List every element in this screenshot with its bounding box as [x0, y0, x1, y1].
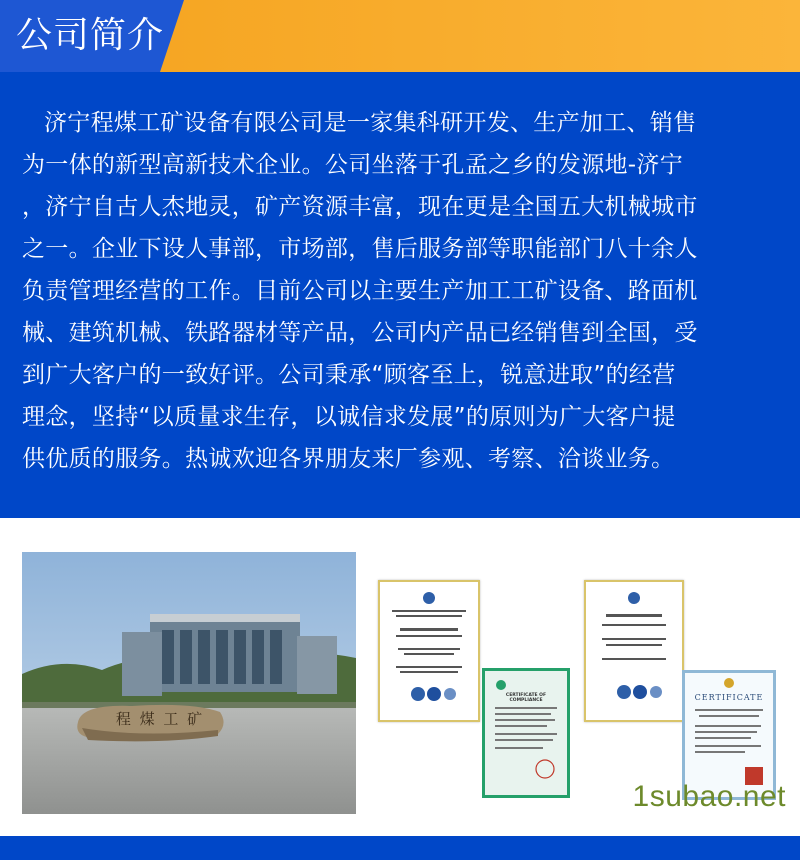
- compliance-certificate-content: [485, 671, 567, 795]
- watermark-text: 1subao.net: [632, 780, 786, 813]
- intro-line: 之一。企业下设人事部，市场部，售后服务部等职能部门八十余人: [22, 236, 698, 262]
- stone-sign-text: 程 煤 工 矿: [115, 710, 205, 728]
- ce-certificate-content: [685, 673, 773, 797]
- header-bar: [0, 0, 800, 80]
- company-intro-section: [0, 80, 800, 518]
- header-underline: [0, 72, 800, 80]
- bottom-bar: [0, 836, 800, 860]
- intro-line: 负责管理经营的工作。目前公司以主要生产加工工矿设备、路面机: [22, 278, 698, 304]
- intro-line: 到广大客户的一致好评。公司秉承“顾客至上，锐意进取”的经营: [22, 362, 676, 388]
- compliance-certificate: [482, 668, 570, 798]
- page-title: 公司简介: [16, 15, 165, 56]
- header-orange-stripe: [160, 0, 800, 72]
- intro-line: 械、建筑机械、铁路器材等产品，公司内产品已经销售到全国，受: [22, 320, 698, 346]
- factory-building-photo: [22, 552, 356, 814]
- intro-line: 济宁程煤工矿设备有限公司是一家集科研开发、生产加工、销售: [44, 110, 697, 136]
- intro-line: 理念，坚持“以质量求生存，以诚信求发展”的原则为广大客户提: [22, 404, 676, 430]
- intro-line: 供优质的服务。热诚欢迎各界朋友来厂参观、考察、洽谈业务。: [22, 446, 675, 472]
- intro-line: ，济宁自古人杰地灵，矿产资源丰富，现在更是全国五大机械城市: [22, 194, 698, 220]
- compliance-certificate-title: CERTIFICATE OF COMPLIANCE: [505, 693, 547, 703]
- certificate-2-content: [584, 580, 684, 722]
- quality-certificate-2: [584, 580, 684, 722]
- company-intro-text: [22, 102, 778, 480]
- certificate-1-content: [378, 580, 480, 722]
- ce-certificate-title: CERTIFICATE: [694, 693, 764, 702]
- photo-section: [0, 518, 800, 836]
- quality-certificate-1: [378, 580, 480, 722]
- intro-line: 为一体的新型高新技术企业。公司坐落于孔孟之乡的发源地-济宁: [22, 152, 683, 178]
